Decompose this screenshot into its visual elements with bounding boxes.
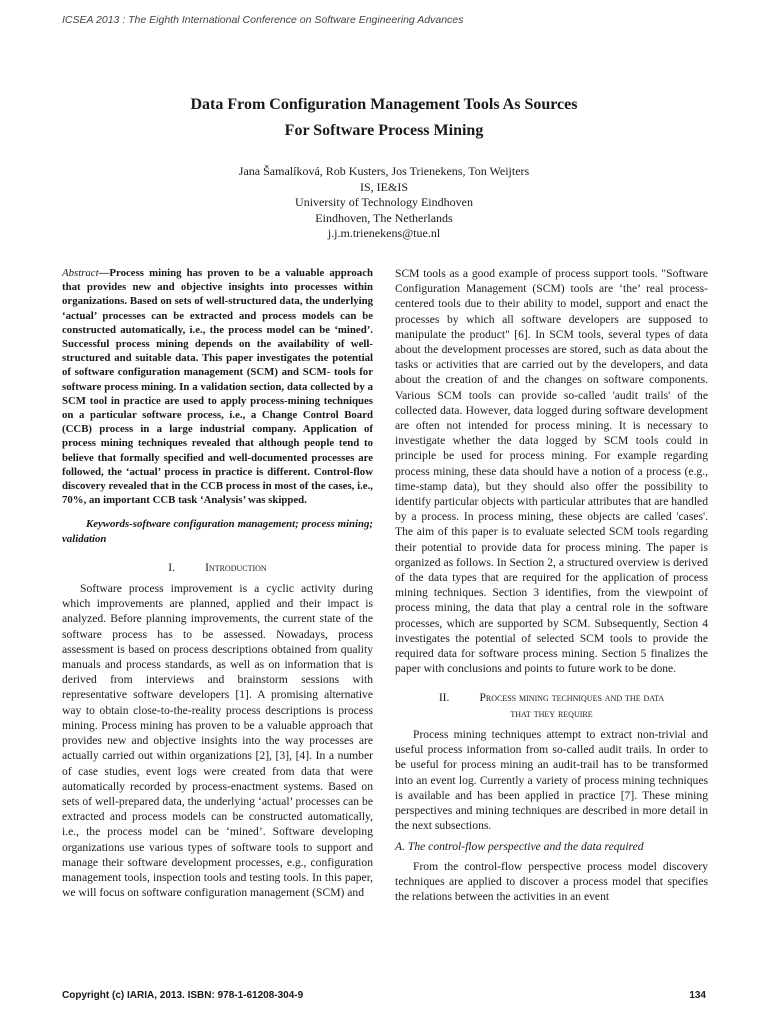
- title-line-1: Data From Configuration Management Tools As Sources: [190, 96, 578, 113]
- page-number: 134: [689, 990, 706, 1001]
- author-dept: IS, IE&IS: [360, 179, 408, 194]
- author-location: Eindhoven, The Netherlands: [315, 210, 453, 225]
- section-1-title: Introduction: [205, 560, 267, 574]
- abstract-text: —Process mining has proven to be a valuable approach that provides new and objective insights into processes within organizations. Based on sets of well-structured data, the underlying ‘actual’ processes can be extracted and process models can be constructed automatically, i.e., the process model can be ‘mined’. Successful process mining depends on the availability of well-structured and suitable data. This paper investigates the potential of software configuration management (SCM) and SCM- tools for software process mining. In a validation section, data collected by a SCM tool in practice are used to apply process-mining techniques on a particular software process, i.e., a Change Control Board (CCB) process in a large industrial company. Application of process mining techniques revealed that although people tend to believe that formally specified and well-documented processes are followed, the ‘actual’ process in practice is different. Control-flow discovery revealed that in the CCB process in most of the cases, i.e., 70%, an important CCB task ‘Analysis’ was skipped.: [62, 267, 373, 507]
- section-2-title-line-1: Process mining techniques and the data: [479, 691, 665, 705]
- section-1-body: Software process improvement is a cyclic activity during which improvements are planned, applied and their impact is analyzed. Before planning improvements, the current state of the software process has to be assessed. Nowadays, process assessment is based on process descriptions obtained from quality manuals and process standards, as well as on information that is derived from interviews and brainstorm sessions with representative software developers [1]. A promising alternative way to obtain close-to-the-reality process descriptions is process mining. Process mining has proven to be a valuable approach that provides new and objective insights into the way processes are actually carried out within organizations [2], [3], [4]. In a number of case studies, event logs were created from data that were automatically recorded by process-enactment systems. Based on sets of well-prepared data, the underlying ‘actual’ processes can be extracted and process models can be constructed automatically, i.e., the process model can be ‘mined’. Software developing organizations use various types of software tools to support and manage their software development processes, e.g., configuration management tools, inspection tools and testing tools. In this paper, we will focus on software configuration management (SCM) and: [62, 582, 373, 900]
- title-line-2: For Software Process Mining: [284, 122, 484, 139]
- abstract-label: Abstract: [62, 267, 99, 279]
- section-2-number: II.: [438, 691, 450, 705]
- subsection-a-heading: A. The control-flow perspective and the data required: [395, 840, 644, 854]
- intro-continuation: SCM tools as a good example of process support tools. "Software Configuration Management (SCM) tools are ‘the’ real process-centered tools due to their ability to model, support and enact the processes by which all software developers are supposed to manipulate the product" [6]. In SCM tools, several types of data about the development processes are stored, such as data about the tasks or activities that are carried out by the developers, and data about the creation of and the changes on software components. Various SCM tools can provide so-called 'audit trails' of the collected data. However, data logged during software development are often not intended for process mining. It is necessary to investigate whether the data logged by SCM tools could in principle be used for process mining. For example regarding process mining, these data should have a notion of a process (e.g., time-stamp data), but they should also offer the possibility to identify particular objects with particular attributes that are handled by a process. In process mining, these objects are called 'cases'. The aim of this paper is to evaluate selected SCM tools regarding their potential to provide data for process mining. The paper is organized as follows. In Section 2, a structured overview is derived of the data types that are required for the application of process mining techniques. Section 3 identifies, from the viewpoint of process mining, the data that play a central role in the software processes, which are supported by SCM. Subsequently, Section 4 investigates the potential of selected SCM tools to provide the required data for software process mining. Section 5 finalizes the paper with conclusions and points to future work to be done.: [395, 267, 708, 676]
- left-column: [62, 266, 373, 900]
- section-1-heading: [62, 560, 373, 575]
- author-names: Jana Šamalíková, Rob Kusters, Jos Trienekens, Ton Weijters: [238, 164, 530, 178]
- section-2-title-line-2: that they require: [510, 706, 593, 720]
- author-block: [62, 164, 706, 242]
- abstract: [62, 266, 373, 507]
- right-column: [395, 266, 708, 904]
- subsection-a-body: From the control-flow perspective process model discovery techniques are applied to discover a process model that specifies the relations between the activities in an event: [395, 859, 708, 903]
- author-email: j.j.m.trienekens@tue.nl: [327, 226, 441, 240]
- section-2-body: Process mining techniques attempt to extract non-trivial and useful process information from so-called audit trails. In order to be useful for process mining an audit-trail has to be transformed into an event log. Currently a variety of process mining techniques is available and has been applied in practice [7]. These mining perspectives and mining techniques are described in more detail in the next subsections.: [395, 727, 708, 833]
- paper-title: [62, 92, 706, 144]
- author-university: University of Technology Eindhoven: [295, 195, 473, 209]
- keywords: Keywords-software configuration management; process mining; validation: [62, 518, 373, 545]
- footer-copyright: Copyright (c) IARIA, 2013. ISBN: 978-1-61208-304-9: [62, 990, 304, 1001]
- conference-header: ICSEA 2013 : The Eighth International Conference on Software Engineering Advances: [62, 14, 464, 26]
- section-1-number: I.: [168, 560, 176, 574]
- section-2-heading: [395, 690, 708, 720]
